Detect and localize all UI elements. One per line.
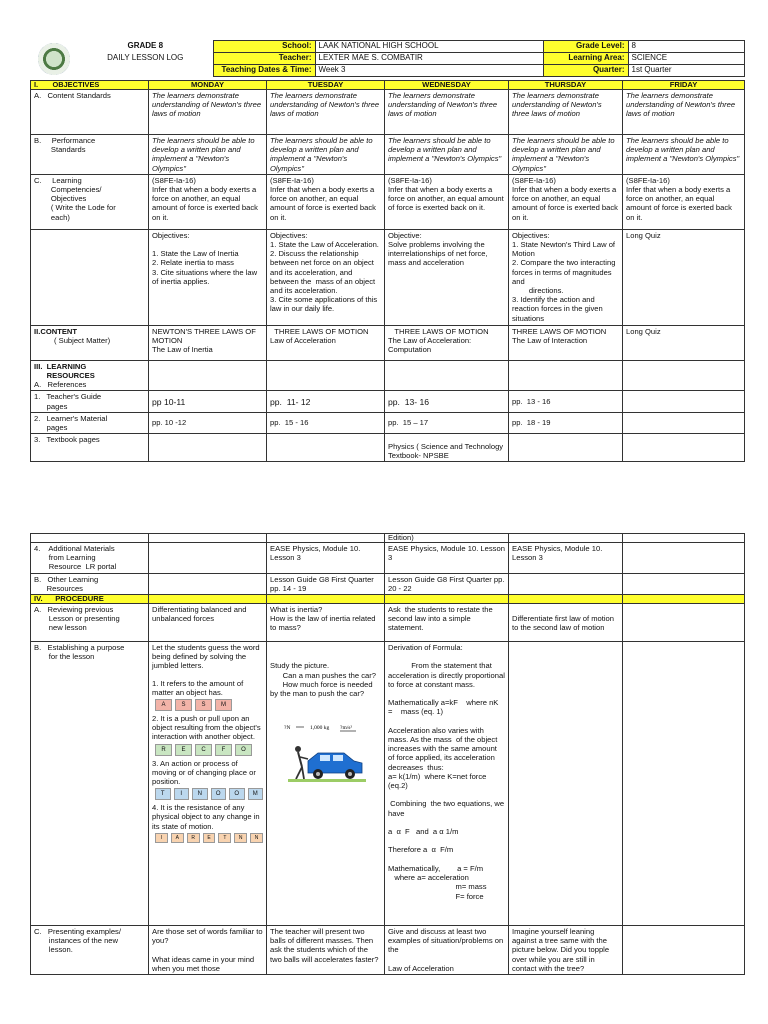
objectives-monday: Objectives: 1. State the Law of Inertia 2. Relate inertia to mass 3. Cite situations where the law of inertia applies. [149, 229, 267, 325]
content-heading: II.CONTENT [34, 326, 78, 336]
examples-wednesday: Give and discuss at least two examples of situation/problems on the Law of Acceleration [385, 926, 509, 975]
procedure-heading: IV. PROCEDURE [31, 595, 149, 604]
lesson-log-table-page2 [30, 533, 744, 975]
tb-monday [149, 434, 267, 462]
day-thursday: THURSDAY [509, 81, 623, 90]
tg-friday [623, 391, 745, 412]
review-monday: Differentiating balanced and unbalanced forces [149, 604, 267, 642]
content-standard-cell: The learners demonstrate understanding of Newton's three laws of motion [623, 90, 745, 135]
content-friday: Long Quiz [623, 325, 745, 360]
review-thursday: Differentiate first law of motion to the second law of motion [509, 604, 623, 642]
purpose-wednesday: Derivation of Formula: From the statement that acceleration is directly proportional to force at constant mass. Mathematically a=kF where nK = mass (eq. 1) Acceleration also varies with mass. As the mass of the object increases with the same amount of force applied, its acceleration decreases thus: a= k(1/m) where K=net force (eq.2) Combining the two equations, we have a α F and a α 1/m Therefore a α F/m Mathematically, a = F/m where a= acceleration m= mass F= force [385, 642, 509, 926]
area-value: SCIENCE [628, 53, 744, 65]
objectives-tuesday: Objectives: 1. State the Law of Acceleration. 2. Discuss the relationship between net force on an object and its acceleration, and between the mass of an object and its acceleration. 3. Cite some applications of this law in our daily life. [267, 229, 385, 325]
add-thursday: EASE Physics, Module 10. Lesson 3 [509, 543, 623, 574]
additional-materials-label: 4. Additional Materials from Learning Resource LR portal [31, 543, 149, 574]
teacher-value: LEXTER MAE S. COMBATIR [315, 53, 543, 65]
content-thursday: THREE LAWS OF MOTION The Law of Interaction [509, 325, 623, 360]
content-tuesday: THREE LAWS OF MOTION Law of Acceleration [267, 325, 385, 360]
lm-wednesday: pp. 15 – 17 [385, 412, 509, 433]
other-wednesday: Lesson Guide G8 First Quarter pp. 20 - 22 [385, 573, 509, 594]
school-value: LAAK NATIONAL HIGH SCHOOL [315, 41, 543, 53]
force-label: ?N [284, 724, 291, 731]
competency-cell: (S8FE-Ia-16) Infer that when a body exerts a force on another, an equal amount of force is exerted back on it. [623, 174, 745, 229]
seal-icon [38, 43, 70, 75]
content-monday: NEWTON'S THREE LAWS OF MOTION The Law of Inertia [149, 325, 267, 360]
content-standard-cell: The learners demonstrate understanding of Newton's three laws of motion [509, 90, 623, 135]
purpose-monday: Let the students guess the word being defined by solving the jumbled letters. 1. It refers to the amount of matter an object has. A S S M 2. It is a push or pull upon an object resulting from the object's interaction with another object. R E C F O 3. An action or process of moving or of changing place or position. T I N O O M 4. It is the resistance of any physical object to any change in its state of motion. I A R E T N N [149, 642, 267, 926]
deped-seal [30, 41, 78, 77]
objectives-wednesday: Objective: Solve problems involving the interrelationships of net force, mass and acceleration [385, 229, 509, 325]
day-wednesday: WEDNESDAY [385, 81, 509, 90]
content-standards-label: A. Content Standards [31, 90, 149, 135]
objectives-thursday: Objectives: 1. State Newton's Third Law of Motion 2. Compare the two interacting forces in terms of magnitudes and directions. 3. Identify the action and reaction forces in the given situations [509, 229, 623, 325]
content-sub: ( Subject Matter) [54, 336, 111, 346]
examples-label: C. Presenting examples/ instances of the new lesson. [31, 926, 149, 975]
add-wednesday: EASE Physics, Module 10. Lesson 3 [385, 543, 509, 574]
man-pushing-car-image [282, 721, 368, 793]
tg-tuesday: pp. 11- 12 [267, 391, 385, 412]
performance-standard-cell: The learners should be able to develop a written plan and implement a "Newton's Olympics" [623, 135, 745, 175]
teacher-label: Teacher: [213, 53, 315, 65]
add-tuesday: EASE Physics, Module 10. Lesson 3 [267, 543, 385, 574]
performance-standard-cell: The learners should be able to develop a written plan and implement a "Newton's Olympics" [149, 135, 267, 175]
accel-label: ?m/s² [340, 724, 353, 731]
performance-standards-label: B. Performance Standards [31, 135, 149, 175]
competency-cell: (S8FE-Ia-16) Infer that when a body exerts a force on another, an equal amount of force is exerted back on it. [267, 174, 385, 229]
day-tuesday: TUESDAY [267, 81, 385, 90]
references-label: A. References [34, 380, 87, 390]
resources-label [31, 360, 149, 391]
jumbled-tiles-force: R E C F O [155, 744, 263, 756]
lesson-log-table-page1 [30, 80, 744, 462]
tb-friday [623, 434, 745, 462]
performance-standard-cell: The learners should be able to develop a written plan and implement a "Newton's Olympics" [509, 135, 623, 175]
quarter-label: Quarter: [543, 65, 628, 77]
content-standard-cell: The learners demonstrate understanding of Newton's three laws of motion [267, 90, 385, 135]
jumbled-tiles-inertia: I A R E T N N [155, 833, 263, 843]
day-friday: FRIDAY [623, 81, 745, 90]
content-wednesday: THREE LAWS OF MOTION The Law of Acceleration: Computation [385, 325, 509, 360]
examples-monday: Are those set of words familiar to you? What ideas came in your mind when you met those [149, 926, 267, 975]
school-label: School: [213, 41, 315, 53]
quarter-value: 1st Quarter [628, 65, 744, 77]
other-resources-label: B. Other Learning Resources [31, 573, 149, 594]
performance-standard-cell: The learners should be able to develop a written plan and implement a "Newton's Olympics" [385, 135, 509, 175]
lm-tuesday: pp. 15 - 16 [267, 412, 385, 433]
content-label [31, 325, 149, 360]
objectives-friday: Long Quiz [623, 229, 745, 325]
tg-wednesday: pp. 13- 16 [385, 391, 509, 412]
jumbled-tiles-motion: T I N O O M [155, 788, 263, 800]
area-label: Learning Area: [543, 53, 628, 65]
purpose-label: B. Establishing a purpose for the lesson [31, 642, 149, 926]
tb-label: 3. Textbook pages [31, 434, 149, 462]
tb-wednesday-cont: Edition) [385, 534, 509, 543]
lm-thursday: pp. 18 - 19 [509, 412, 623, 433]
lm-friday [623, 412, 745, 433]
content-standard-cell: The learners demonstrate understanding of Newton's three laws of motion [385, 90, 509, 135]
review-label: A. Reviewing previous Lesson or presenting new lesson [31, 604, 149, 642]
competency-cell: (S8FE-Ia-16) Infer that when a body exerts a force on another, an equal amount of force is exerted back on it. [149, 174, 267, 229]
tg-monday: pp 10-11 [149, 391, 267, 412]
resources-heading: III. LEARNING RESOURCES [34, 361, 95, 381]
lm-monday: pp. 10 -12 [149, 412, 267, 433]
performance-standard-cell: The learners should be able to develop a written plan and implement a "Newton's Olympics" [267, 135, 385, 175]
competency-cell: (S8FE-Ia-16) Infer that when a body exerts a force on another, an equal amount of force is exerted back on it. [509, 174, 623, 229]
tg-thursday: pp. 13 - 16 [509, 391, 623, 412]
lesson-log-header [30, 40, 744, 77]
tg-label: 1. Teacher's Guide pages [31, 391, 149, 412]
review-tuesday: What is inertia? How is the law of inertia related to mass? [267, 604, 385, 642]
grade-level-value: 8 [628, 41, 744, 53]
other-tuesday: Lesson Guide G8 First Quarter pp. 14 - 19 [267, 573, 385, 594]
review-wednesday: Ask the students to restate the second law into a simple statement. [385, 604, 509, 642]
dates-value: Week 3 [315, 65, 543, 77]
content-standard-cell: The learners demonstrate understanding of Newton's three laws of motion [149, 90, 267, 135]
jumbled-tiles-mass: A S S M [155, 699, 263, 711]
tb-wednesday: Physics ( Science and Technology Textbook- NPSBE [385, 434, 509, 462]
dates-label: Teaching Dates & Time: [213, 65, 315, 77]
log-title: DAILY LESSON LOG [107, 52, 184, 62]
tb-tuesday [267, 434, 385, 462]
competency-cell: (S8FE-Ia-16) Infer that when a body exerts a force on another, an equal amount of force is exerted back on it. [385, 174, 509, 229]
grade-title: GRADE 8 [127, 40, 164, 50]
purpose-tuesday: Study the picture. Can a man pushes the car? How much force is needed by the man to push the car? ?N 1,000 kg ?m/s² [267, 642, 385, 926]
competencies-label: C. Learning Competencies/ Objectives ( Write the Lode for each) [31, 174, 149, 229]
objectives-heading: I. OBJECTIVES [31, 81, 149, 90]
examples-thursday: Imagine yourself leaning against a tree same with the picture below. Did you topple over while you are still in contact with the tree? [509, 926, 623, 975]
tb-thursday [509, 434, 623, 462]
mass-label: 1,000 kg [310, 724, 330, 731]
day-monday: MONDAY [149, 81, 267, 90]
examples-tuesday: The teacher will present two balls of different masses. Then ask the students which of the two balls will accelerates faster? [267, 926, 385, 975]
lm-label: 2. Learner's Material pages [31, 412, 149, 433]
grade-level-label: Grade Level: [543, 41, 628, 53]
